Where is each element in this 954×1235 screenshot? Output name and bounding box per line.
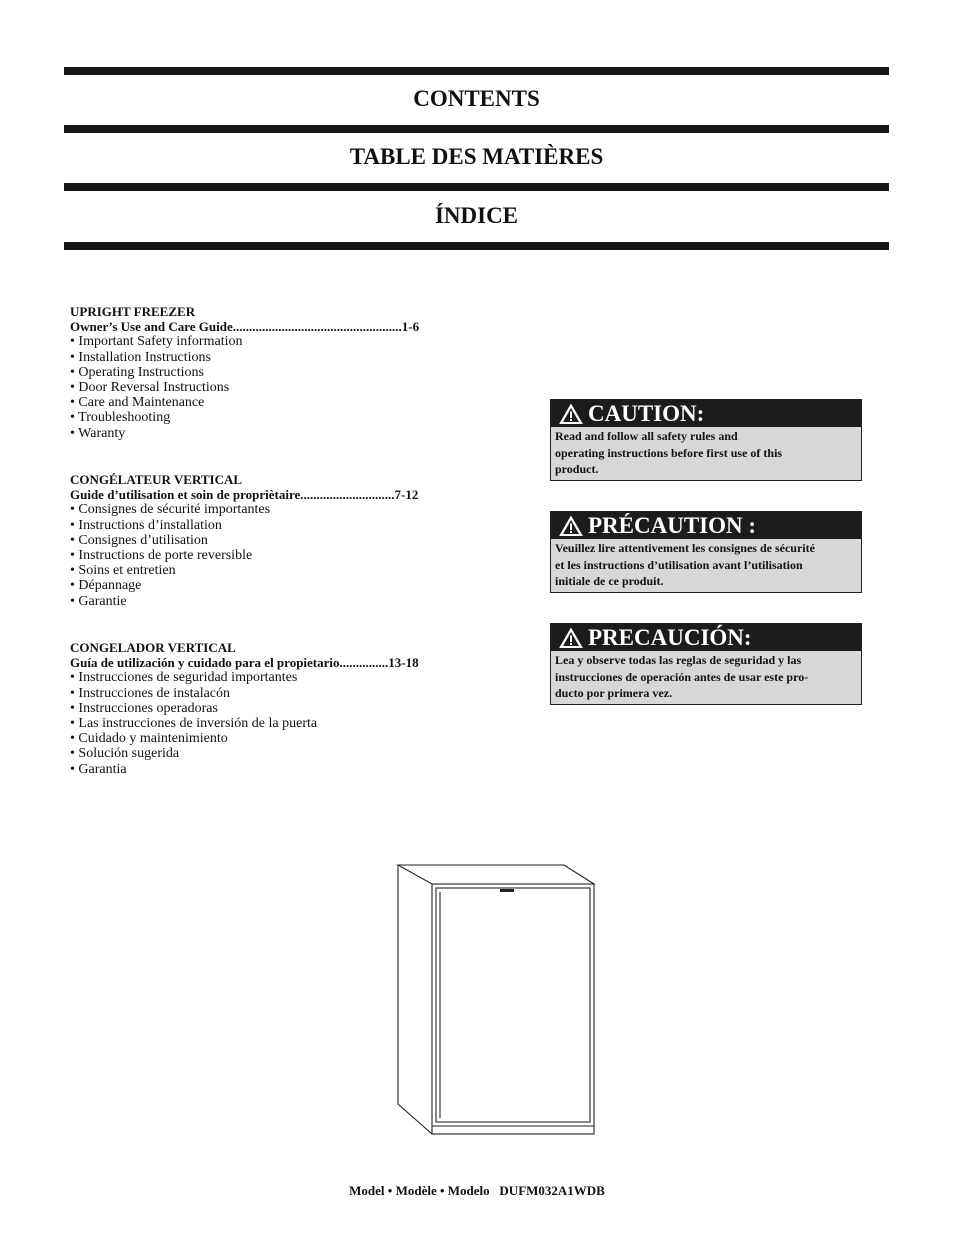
toc-item: • Operating Instructions bbox=[70, 364, 204, 380]
toc-section-spanish bbox=[70, 640, 500, 777]
warning-triangle-icon bbox=[559, 403, 583, 425]
rule-after-table-des-matieres bbox=[64, 183, 889, 191]
precaution-title: PRÉCAUTION : bbox=[588, 513, 757, 538]
toc-item: • Consignes d’utilisation bbox=[70, 532, 208, 548]
rule-after-contents bbox=[64, 125, 889, 133]
toc-item: • Garantie bbox=[70, 593, 127, 609]
heading-contents: CONTENTS bbox=[413, 86, 540, 111]
toc-section-title: CONGÉLATEUR VERTICAL bbox=[70, 472, 243, 487]
toc-guide-line: Guía de utilización y cuidado para el propietario...............13-18 bbox=[70, 655, 419, 671]
toc-section-french bbox=[70, 472, 500, 609]
toc-item: • Garantia bbox=[70, 761, 127, 777]
precaution-line: et les instructions d’utilisation avant l’utilisation bbox=[555, 557, 803, 572]
toc-guide-line: Guide d’utilisation et soin de propriètaire.............................7-12 bbox=[70, 487, 419, 503]
warning-triangle-icon bbox=[559, 515, 583, 537]
toc-item-list bbox=[70, 334, 500, 440]
caution-title: CAUTION: bbox=[588, 401, 705, 426]
precaucion-line: instrucciones de operación antes de usar este pro- bbox=[555, 669, 809, 684]
heading-indice: ÍNDICE bbox=[434, 203, 519, 228]
caution-line: Read and follow all safety rules and bbox=[555, 429, 738, 443]
toc-item: • Consignes de sécurité importantes bbox=[70, 502, 271, 518]
caution-text bbox=[551, 427, 861, 480]
heading-table-des-matieres: TABLE DES MATIÈRES bbox=[349, 144, 604, 169]
toc-item: • Care and Maintenance bbox=[70, 395, 205, 411]
toc-item: • Cuidado y maintenimiento bbox=[70, 731, 228, 747]
caution-box bbox=[550, 399, 862, 481]
precaucion-header bbox=[551, 624, 861, 651]
toc-item: • Soins et entretien bbox=[70, 563, 176, 579]
toc-item: • Solución sugerida bbox=[70, 746, 180, 762]
model-label: Model • Modèle • Modelo bbox=[349, 1183, 490, 1198]
precaucion-text bbox=[551, 651, 861, 704]
toc-section-english bbox=[70, 304, 500, 441]
rule-after-indice bbox=[64, 242, 889, 250]
toc-section-title: UPRIGHT FREEZER bbox=[70, 304, 196, 319]
precaution-header bbox=[551, 512, 861, 539]
caution-line: operating instructions before first use of this bbox=[555, 445, 783, 460]
precaution-text bbox=[551, 539, 861, 592]
toc-item-list bbox=[70, 502, 500, 608]
toc-item-list bbox=[70, 670, 500, 776]
precaucion-title: PRECAUCIÓN: bbox=[588, 625, 752, 650]
precaucion-box bbox=[550, 623, 862, 705]
model-number: DUFM032A1WDB bbox=[499, 1183, 605, 1198]
toc-section-title: CONGELADOR VERTICAL bbox=[70, 640, 236, 655]
toc-item: • Las instrucciones de inversión de la puerta bbox=[70, 716, 318, 732]
toc-item: • Instructions d’installation bbox=[70, 517, 222, 533]
toc-item: • Door Reversal Instructions bbox=[70, 380, 230, 396]
caution-header bbox=[551, 400, 861, 427]
warning-triangle-icon bbox=[559, 627, 583, 649]
toc-item: • Instructions de porte reversible bbox=[70, 548, 253, 564]
toc-item: • Waranty bbox=[70, 425, 126, 441]
precaucion-line: ducto por primera vez. bbox=[555, 686, 673, 700]
precaucion-line: Lea y observe todas las reglas de seguridad y las bbox=[555, 653, 802, 667]
toc-item: • Instrucciones de seguridad importantes bbox=[70, 670, 298, 686]
toc-item: • Instrucciones de instalacón bbox=[70, 685, 231, 701]
toc-item: • Important Safety information bbox=[70, 334, 243, 350]
toc-item: • Installation Instructions bbox=[70, 349, 211, 365]
toc-guide-line: Owner’s Use and Care Guide....................................................1-6 bbox=[70, 319, 420, 335]
toc-item: • Instrucciones operadoras bbox=[70, 700, 218, 716]
precaution-line: initiale de ce produit. bbox=[555, 574, 664, 588]
caution-line: product. bbox=[555, 462, 599, 476]
precaution-box bbox=[550, 511, 862, 593]
precaution-line: Veuillez lire attentivement les consignes de sécurité bbox=[555, 541, 815, 555]
top-rule bbox=[64, 67, 889, 75]
toc-item: • Troubleshooting bbox=[70, 410, 171, 426]
freezer-illustration bbox=[396, 862, 596, 1137]
toc-item: • Dépannage bbox=[70, 578, 142, 594]
model-line bbox=[0, 1183, 954, 1199]
